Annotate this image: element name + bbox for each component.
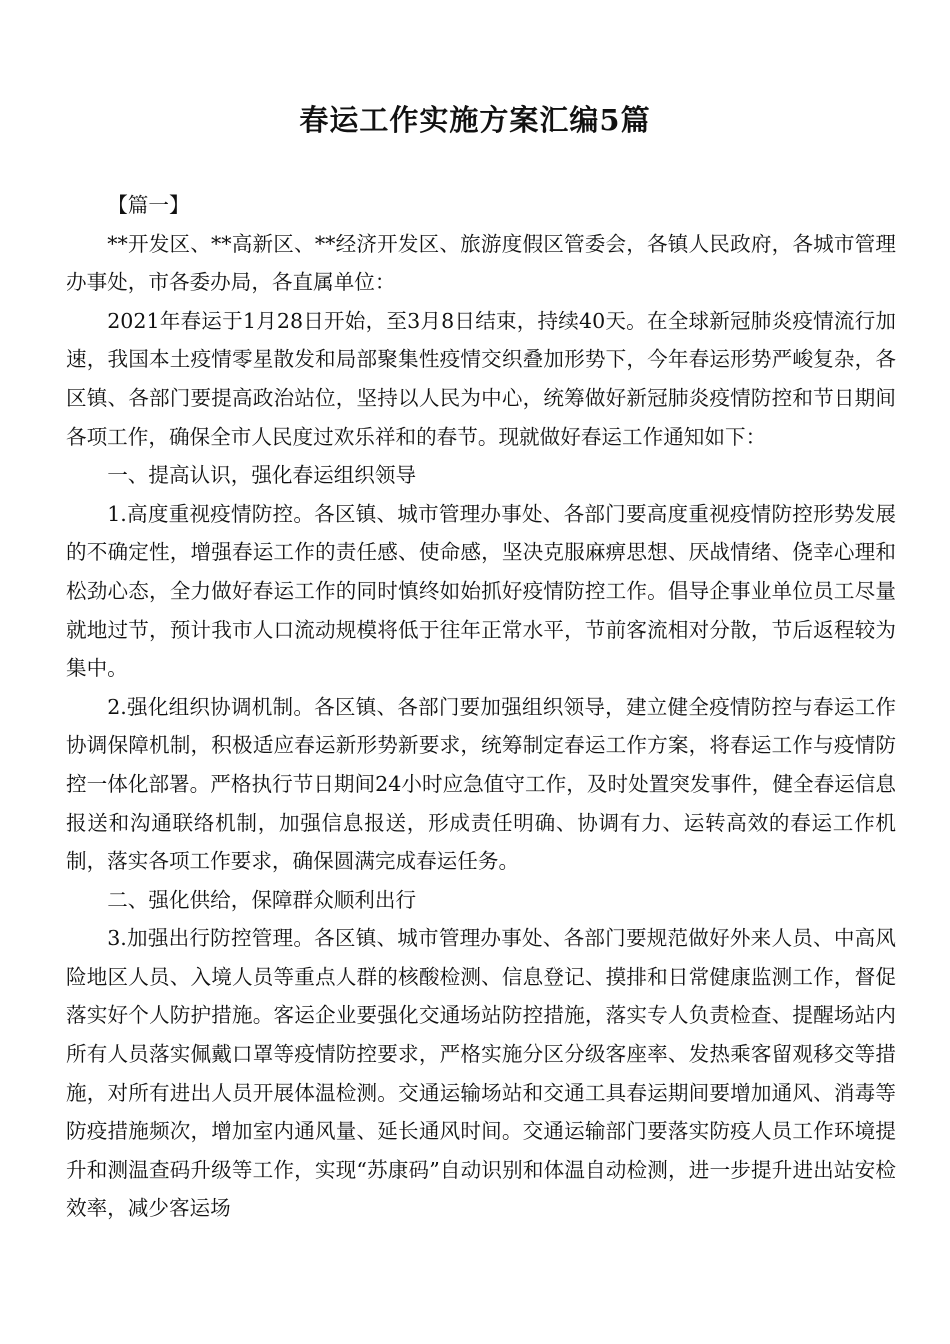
document-title: 春运工作实施方案汇编5篇 (299, 103, 651, 137)
addressee-paragraph: **开发区、**高新区、**经济开发区、旅游度假区管委会，各镇人民政府，各城市管理办事处，市各委办局，各直属单位： (66, 231, 896, 295)
document-body (66, 186, 896, 1228)
item-paragraph-1: 1.高度重视疫情防控。各区镇、城市管理办事处、各部门要高度重视疫情防控形势发展的不确定性，增强春运工作的责任感、使命感，坚决克服麻痹思想、厌战情绪、侥幸心理和松劲心态，全力做好春运工作的同时慎终如始抓好疫情防控工作。倡导企事业单位员工尽量就地过节，预计我市人口流动规模将低于往年正常水平，节前客流相对分散，节后返程较为集中。 (66, 501, 896, 681)
item-paragraph-3: 3.加强出行防控管理。各区镇、城市管理办事处、各部门要规范做好外来人员、中高风险地区人员、入境人员等重点人群的核酸检测、信息登记、摸排和日常健康监测工作，督促落实好个人防护措施。客运企业要强化交通场站防控措施，落实专人负责检查、提醒场站内所有人员落实佩戴口罩等疫情防控要求，严格实施分区分级客座率、发热乘客留观移交等措施，对所有进出人员开展体温检测。交通运输场站和交通工具春运期间要增加通风、消毒等防疫措施频次，增加室内通风量、延长通风时间。交通运输部门要落实防疫人员工作环境提升和测温查码升级等工作，实现“苏康码”自动识别和体温自动检测，进一步提升进出站安检效率，减少客运场 (66, 926, 896, 1221)
intro-paragraph: 2021年春运于1月28日开始，至3月8日结束，持续40天。在全球新冠肺炎疫情流行加速，我国本土疫情零星散发和局部聚集性疫情交织叠加形势下，今年春运形势严峻复杂，各区镇、各部门要提高政治站位，坚持以人民为中心，统筹做好新冠肺炎疫情防控和节日期间各项工作，确保全市人民度过欢乐祥和的春节。现就做好春运工作通知如下： (66, 308, 896, 449)
section-heading-2: 二、强化供给，保障群众顺利出行 (107, 887, 417, 912)
item-paragraph-2: 2.强化组织协调机制。各区镇、各部门要加强组织领导，建立健全疫情防控与春运工作协调保障机制，积极适应春运新形势新要求，统筹制定春运工作方案，将春运工作与疫情防控一体化部署。严格执行节日期间24小时应急值守工作，及时处置突发事件，健全春运信息报送和沟通联络机制，加强信息报送，形成责任明确、协调有力、运转高效的春运工作机制，落实各项工作要求，确保圆满完成春运任务。 (66, 694, 896, 874)
section-heading-1: 一、提高认识，强化春运组织领导 (107, 463, 417, 488)
section-heading-part-one: 【篇一】 (107, 193, 190, 217)
